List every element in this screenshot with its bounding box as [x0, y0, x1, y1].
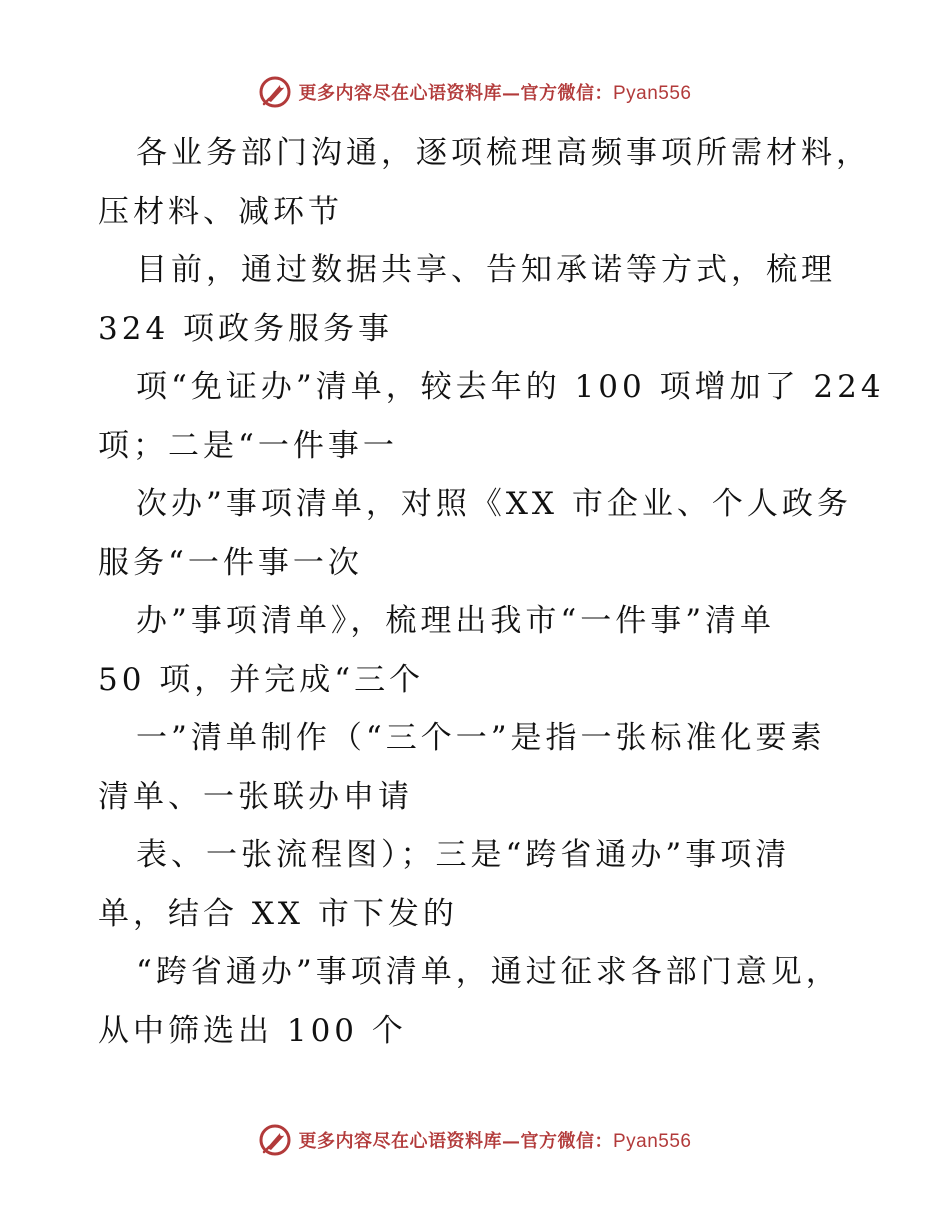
text-line: 清单、一张联办申请 [98, 778, 413, 815]
text-line: 服务“一件事一次 [98, 544, 363, 581]
text-line: 项；二是“一件事一 [98, 427, 398, 464]
header-banner-inner [258, 75, 691, 109]
text-line: 单，结合 XX 市下发的 [98, 895, 458, 932]
banner-caption [298, 79, 691, 105]
quill-pen-logo-icon [258, 75, 292, 109]
text-line: “跨省通办”事项清单，通过征求各部门意见， [136, 954, 841, 990]
text-line: 压材料、减环节 [98, 193, 343, 230]
text-line: 一”清单制作（“三个一”是指一张标准化要素 [136, 720, 826, 756]
wechat-id: Pyan556 [612, 1131, 692, 1152]
text-line: 50 项，并完成“三个 [98, 661, 425, 698]
text-line: 各业务部门沟通，逐项梳理高频事项所需材料， [136, 135, 871, 171]
text-line: 次办”事项清单，对照《XX 市企业、个人政务 [136, 486, 852, 522]
text-line: 办”事项清单》，梳理出我市“一件事”清单 [136, 603, 776, 639]
text-line: 从中筛选出 100 个 [98, 1012, 407, 1049]
banner-caption [298, 1127, 691, 1153]
footer-banner-inner [258, 1123, 691, 1157]
text-line: 目前，通过数据共享、告知承诺等方式，梳理 [136, 252, 836, 288]
text-line: 表、一张流程图）；三是“跨省通办”事项清 [136, 837, 791, 873]
banner-text: 更多内容尽在心语资料库—官方微信： [298, 1131, 613, 1152]
footer-banner [0, 1118, 950, 1162]
wechat-id: Pyan556 [612, 83, 692, 104]
document-body [98, 124, 885, 1060]
quill-pen-logo-icon [258, 1123, 292, 1157]
text-line: 324 项政务服务事 [98, 310, 394, 347]
banner-text: 更多内容尽在心语资料库—官方微信： [298, 83, 613, 104]
header-banner [0, 70, 950, 114]
text-line: 项“免证办”清单，较去年的 100 项增加了 224 [136, 369, 885, 405]
